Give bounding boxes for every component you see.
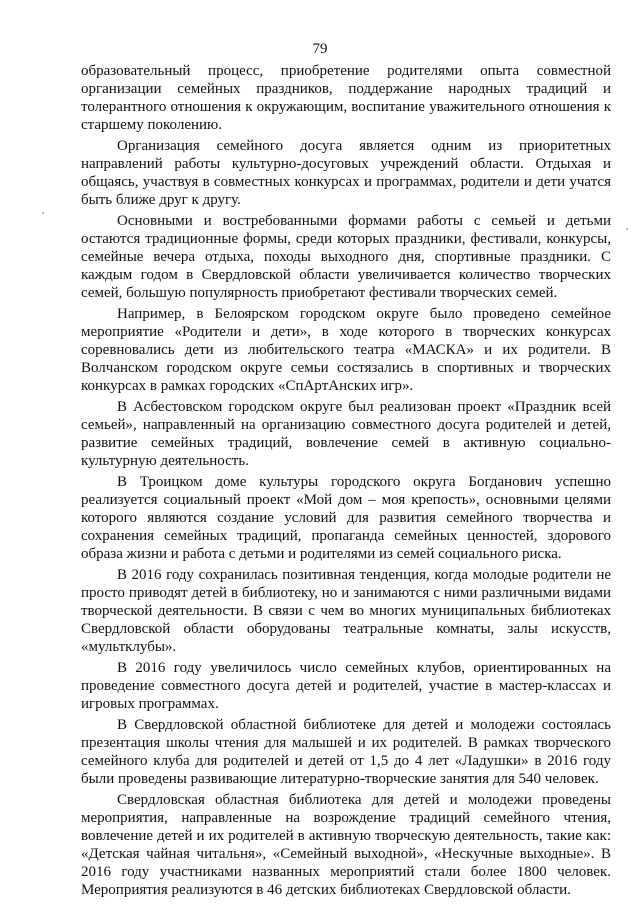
scan-speck-right [626,228,628,230]
paragraph-8: В 2016 году увеличилось число семейных клубов, ориентированных на проведение совместного досуга детей и родителей, участие в мастер-классах и игровых программах. [81,660,611,713]
paragraph-3: Основными и востребованными формами работы с семьей и детьми остаются традиционные формы, среди которых праздники, фестивали, конкурсы, семейные вечера отдыха, походы выходного дня, спортивные праздники. С каждым годом в Свердловской области увеличивается количество творческих семей, большую популярность приобретают фестивали творческих семей. [81,212,611,302]
paragraph-1: образовательный процесс, приобретение родителями опыта совместной организации семейных праздников, поддержание народных традиций и толерантного отношения к окружающим, воспитание уважительного отношения к старшему поколению. [81,63,611,134]
page-number: 79 [312,41,328,57]
scan-speck-left [42,212,44,214]
paragraph-10: Свердловская областная библиотека для детей и молодежи проведены мероприятия, направленные на возрождение традиций семейного чтения, вовлечение детей и их родителей в активную творческую деятельность, такие как: «Детская чайная читальня», «Семейный выходной», «Нескучные выходные». В 2016 году участниками названных мероприятий стали более 1800 человек. Мероприятия реализуются в 46 детских библиотеках Свердловской области. [81,792,611,899]
paragraph-7: В 2016 году сохранилась позитивная тенденция, когда молодые родители не просто приводят детей в библиотеку, но и занимаются с ними различными видами творческой деятельности. В связи с чем во многих муниципальных библиотеках Свердловской области оборудованы театральные комнаты, залы искусств, «мультклубы». [81,567,611,656]
document-body [81,62,611,902]
paragraph-6: В Троицком доме культуры городского округа Богданович успешно реализуется социальный проект «Мой дом – моя крепость», основными целями которого являются создание условий для развития семейного творчества и сохранения семейных традиций, пропаганда семейных ценностей, здорового образа жизни и работа с детьми и родителями из семей социального риска. [81,474,611,563]
paragraph-4: Например, в Белоярском городском округе было проведено семейное мероприятие «Родители и дети», в ходе которого в творческих конкурсах соревновались дети из любительского театра «МАСКА» и их родители. В Волчанском городском округе семьи состязались в спортивных и творческих конкурсах в рамках городских «СпАртАнских игр». [81,306,611,395]
paragraph-5: В Асбестовском городском округе был реализован проект «Праздник всей семьей», направленный на организацию совместного досуга родителей и детей, развитие семейных традиций, вовлечение семей в активную социально-культурную деятельность. [81,399,611,470]
paragraph-2: Организация семейного досуга является одним из приоритетных направлений работы культурно-досуговых учреждений области. Отдыхая и общаясь, участвуя в совместных конкурсах и программах, родители и дети учатся быть ближе друг к другу. [81,137,611,209]
paragraph-9: В Свердловской областной библиотеке для детей и молодежи состоялась презентация школы чтения для малышей и их родителей. В рамках творческого семейного клуба для родителей и детей от 1,5 до 4 лет «Ладушки» в 2016 году были проведены развивающие литературно-творческие занятия для 540 человек. [81,717,611,788]
